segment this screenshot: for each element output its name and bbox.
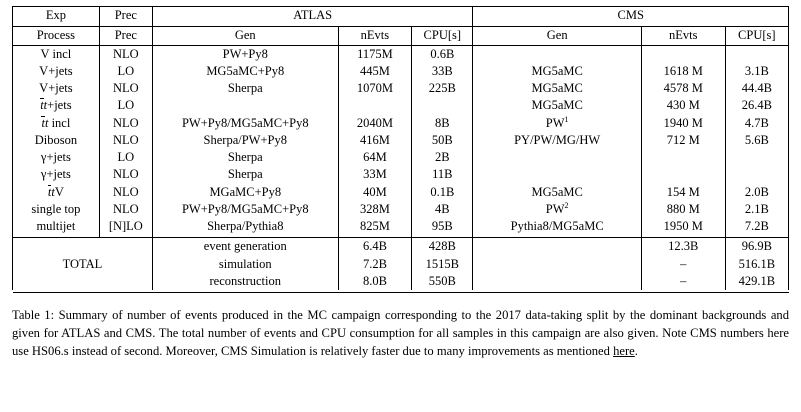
cell-prec: NLO [99, 132, 152, 149]
cell-process: γ+jets [13, 166, 100, 183]
cell-atlas-cpu: 4B [412, 201, 473, 218]
cell-cms-gen: $PW^2$ [473, 201, 641, 218]
totals-atlas-cpu: 428B [412, 238, 473, 256]
totals-atlas-nevts: 7.2B [338, 256, 412, 273]
cell-atlas-nevts: 416M [338, 132, 412, 149]
table-row [13, 63, 789, 80]
cell-atlas-gen: Sherpa/PW+Py8 [152, 132, 338, 149]
table-row [13, 201, 789, 218]
cell-atlas-nevts [338, 97, 412, 114]
caption-text: Summary of number of events produced in the MC campaign corresponding to the 2017 data-taking split by the dominant backgrounds and given for ATLAS and CMS. The total number of events and CPU consumption for all samples in this campaign are also given. Note CMS numbers here use HS06.s instead of second. Moreover, CMS Simulation is relatively faster due to many improvements as mentioned [12, 308, 790, 358]
cell-prec: NLO [99, 45, 152, 63]
footnote-marker: 2 [564, 200, 569, 210]
cell-cms-cpu: 2.1B [725, 201, 788, 218]
cell-cms-cpu [725, 149, 788, 166]
cell-atlas-gen: PW+Py8/MG5aMC+Py8 [152, 201, 338, 218]
cell-process: V incl [13, 45, 100, 63]
cell-cms-nevts: 4578 M [641, 80, 725, 97]
cell-process: ttV [13, 184, 100, 201]
cell-cms-cpu [725, 45, 788, 63]
col-prec: Prec [99, 27, 152, 45]
totals-stage: simulation [152, 256, 338, 273]
cell-cms-nevts: 712 M [641, 132, 725, 149]
cell-atlas-nevts: 2040M [338, 115, 412, 132]
caption-label: Table 1: [12, 308, 55, 322]
table-row [13, 80, 789, 97]
cell-cms-cpu: 3.1B [725, 63, 788, 80]
cell-atlas-nevts: 825M [338, 218, 412, 235]
cell-cms-nevts [641, 45, 725, 63]
header-atlas: ATLAS [152, 7, 473, 25]
totals-cms-nevts: 12.3B [641, 238, 725, 256]
header-exp: Exp [13, 7, 100, 25]
cell-process: single top [13, 201, 100, 218]
cell-process: V+jets [13, 63, 100, 80]
col-atlas-cpu: CPU[s] [412, 27, 473, 45]
table-row [13, 218, 789, 235]
cell-atlas-cpu: 0.6B [412, 45, 473, 63]
header-prec-group: Prec [99, 7, 152, 25]
cell-atlas-cpu: 8B [412, 115, 473, 132]
cell-cms-nevts: 430 M [641, 97, 725, 114]
cell-cms-cpu: 44.4B [725, 80, 788, 97]
cell-cms-gen [473, 166, 641, 183]
table-row [13, 115, 789, 132]
col-atlas-gen: Gen [152, 27, 338, 45]
cell-cms-nevts [641, 149, 725, 166]
col-atlas-nevts: nEvts [338, 27, 412, 45]
cell-prec: NLO [99, 80, 152, 97]
cell-cms-nevts: 1950 M [641, 218, 725, 235]
cell-atlas-nevts: 445M [338, 63, 412, 80]
footnote-marker: 1 [564, 114, 569, 124]
cell-atlas-nevts: 1070M [338, 80, 412, 97]
cell-atlas-cpu: 95B [412, 218, 473, 235]
cell-atlas-nevts: 33M [338, 166, 412, 183]
cell-cms-cpu [725, 166, 788, 183]
cell-atlas-nevts: 64M [338, 149, 412, 166]
mc-campaign-table [12, 6, 789, 293]
totals-cms-nevts: – [641, 256, 725, 273]
cell-atlas-cpu [412, 97, 473, 114]
cell-prec: NLO [99, 184, 152, 201]
totals-atlas-cpu: 550B [412, 273, 473, 290]
cell-atlas-gen: Sherpa [152, 166, 338, 183]
cell-cms-cpu: 26.4B [725, 97, 788, 114]
cell-prec: NLO [99, 201, 152, 218]
cell-process: tt+jets [13, 97, 100, 114]
cell-atlas-gen: MGaMC+Py8 [152, 184, 338, 201]
cell-process: V+jets [13, 80, 100, 97]
col-cms-nevts: nEvts [641, 27, 725, 45]
totals-atlas-nevts: 8.0B [338, 273, 412, 290]
table-row [13, 97, 789, 114]
cell-atlas-cpu: 33B [412, 63, 473, 80]
totals-cms-nevts: – [641, 273, 725, 290]
totals-row [13, 238, 789, 256]
cell-cms-gen: MG5aMC [473, 97, 641, 114]
totals-cms-gen [473, 238, 641, 256]
cell-cms-nevts: 880 M [641, 201, 725, 218]
cell-prec: NLO [99, 115, 152, 132]
cell-atlas-cpu: 2B [412, 149, 473, 166]
cell-atlas-cpu: 0.1B [412, 184, 473, 201]
cell-atlas-cpu: 50B [412, 132, 473, 149]
table-row [13, 184, 789, 201]
cell-cms-nevts [641, 166, 725, 183]
totals-atlas-nevts: 6.4B [338, 238, 412, 256]
cell-atlas-gen: PW+Py8/MG5aMC+Py8 [152, 115, 338, 132]
totals-label: TOTAL [13, 238, 153, 290]
cell-cms-nevts: 154 M [641, 184, 725, 201]
cell-cms-gen: Pythia8/MG5aMC [473, 218, 641, 235]
cell-prec: NLO [99, 166, 152, 183]
cell-process: tt incl [13, 115, 100, 132]
cell-cms-cpu: 7.2B [725, 218, 788, 235]
cell-atlas-gen [152, 97, 338, 114]
caption-text-end: . [634, 343, 638, 358]
cell-cms-cpu: 2.0B [725, 184, 788, 201]
rule-bottom [13, 290, 789, 293]
table-group-header-row [13, 7, 789, 25]
col-cms-gen: Gen [473, 27, 641, 45]
cell-atlas-cpu: 225B [412, 80, 473, 97]
cell-cms-gen: MG5aMC [473, 63, 641, 80]
cell-cms-gen: MG5aMC [473, 80, 641, 97]
cell-atlas-gen: Sherpa [152, 149, 338, 166]
cell-atlas-nevts: 328M [338, 201, 412, 218]
cell-prec: LO [99, 63, 152, 80]
table-row [13, 45, 789, 63]
cell-cms-gen: MG5aMC [473, 184, 641, 201]
cell-cms-gen: PY/PW/MG/HW [473, 132, 641, 149]
totals-cms-cpu: 429.1B [725, 273, 788, 290]
cell-process: multijet [13, 218, 100, 235]
cell-atlas-cpu: 11B [412, 166, 473, 183]
totals-cms-gen [473, 256, 641, 273]
cell-cms-gen [473, 149, 641, 166]
cell-cms-cpu: 4.7B [725, 115, 788, 132]
cell-prec: [N]LO [99, 218, 152, 235]
cell-atlas-gen: Sherpa/Pythia8 [152, 218, 338, 235]
col-process: Process [13, 27, 100, 45]
table-row [13, 166, 789, 183]
cell-cms-gen: $PW^1$ [473, 115, 641, 132]
cell-cms-cpu: 5.6B [725, 132, 788, 149]
totals-stage: reconstruction [152, 273, 338, 290]
cell-process: Diboson [13, 132, 100, 149]
cell-cms-nevts: 1618 M [641, 63, 725, 80]
totals-cms-cpu: 516.1B [725, 256, 788, 273]
totals-cms-gen [473, 273, 641, 290]
cell-process-suffix: +jets [47, 98, 72, 113]
cell-atlas-gen: Sherpa [152, 80, 338, 97]
col-cms-cpu: CPU[s] [725, 27, 788, 45]
cell-prec: LO [99, 97, 152, 114]
totals-cms-cpu: 96.9B [725, 238, 788, 256]
caption-link[interactable]: here [613, 343, 635, 358]
totals-stage: event generation [152, 238, 338, 256]
table-row [13, 132, 789, 149]
table-row [13, 149, 789, 166]
cell-atlas-gen: PW+Py8 [152, 45, 338, 63]
table-column-header-row [13, 27, 789, 45]
cell-atlas-nevts: 1175M [338, 45, 412, 63]
cell-atlas-nevts: 40M [338, 184, 412, 201]
header-cms: CMS [473, 7, 789, 25]
table-caption [12, 307, 789, 361]
cell-cms-gen [473, 45, 641, 63]
cell-prec: LO [99, 149, 152, 166]
cell-atlas-gen: MG5aMC+Py8 [152, 63, 338, 80]
cell-process: γ+jets [13, 149, 100, 166]
totals-atlas-cpu: 1515B [412, 256, 473, 273]
cell-cms-nevts: 1940 M [641, 115, 725, 132]
